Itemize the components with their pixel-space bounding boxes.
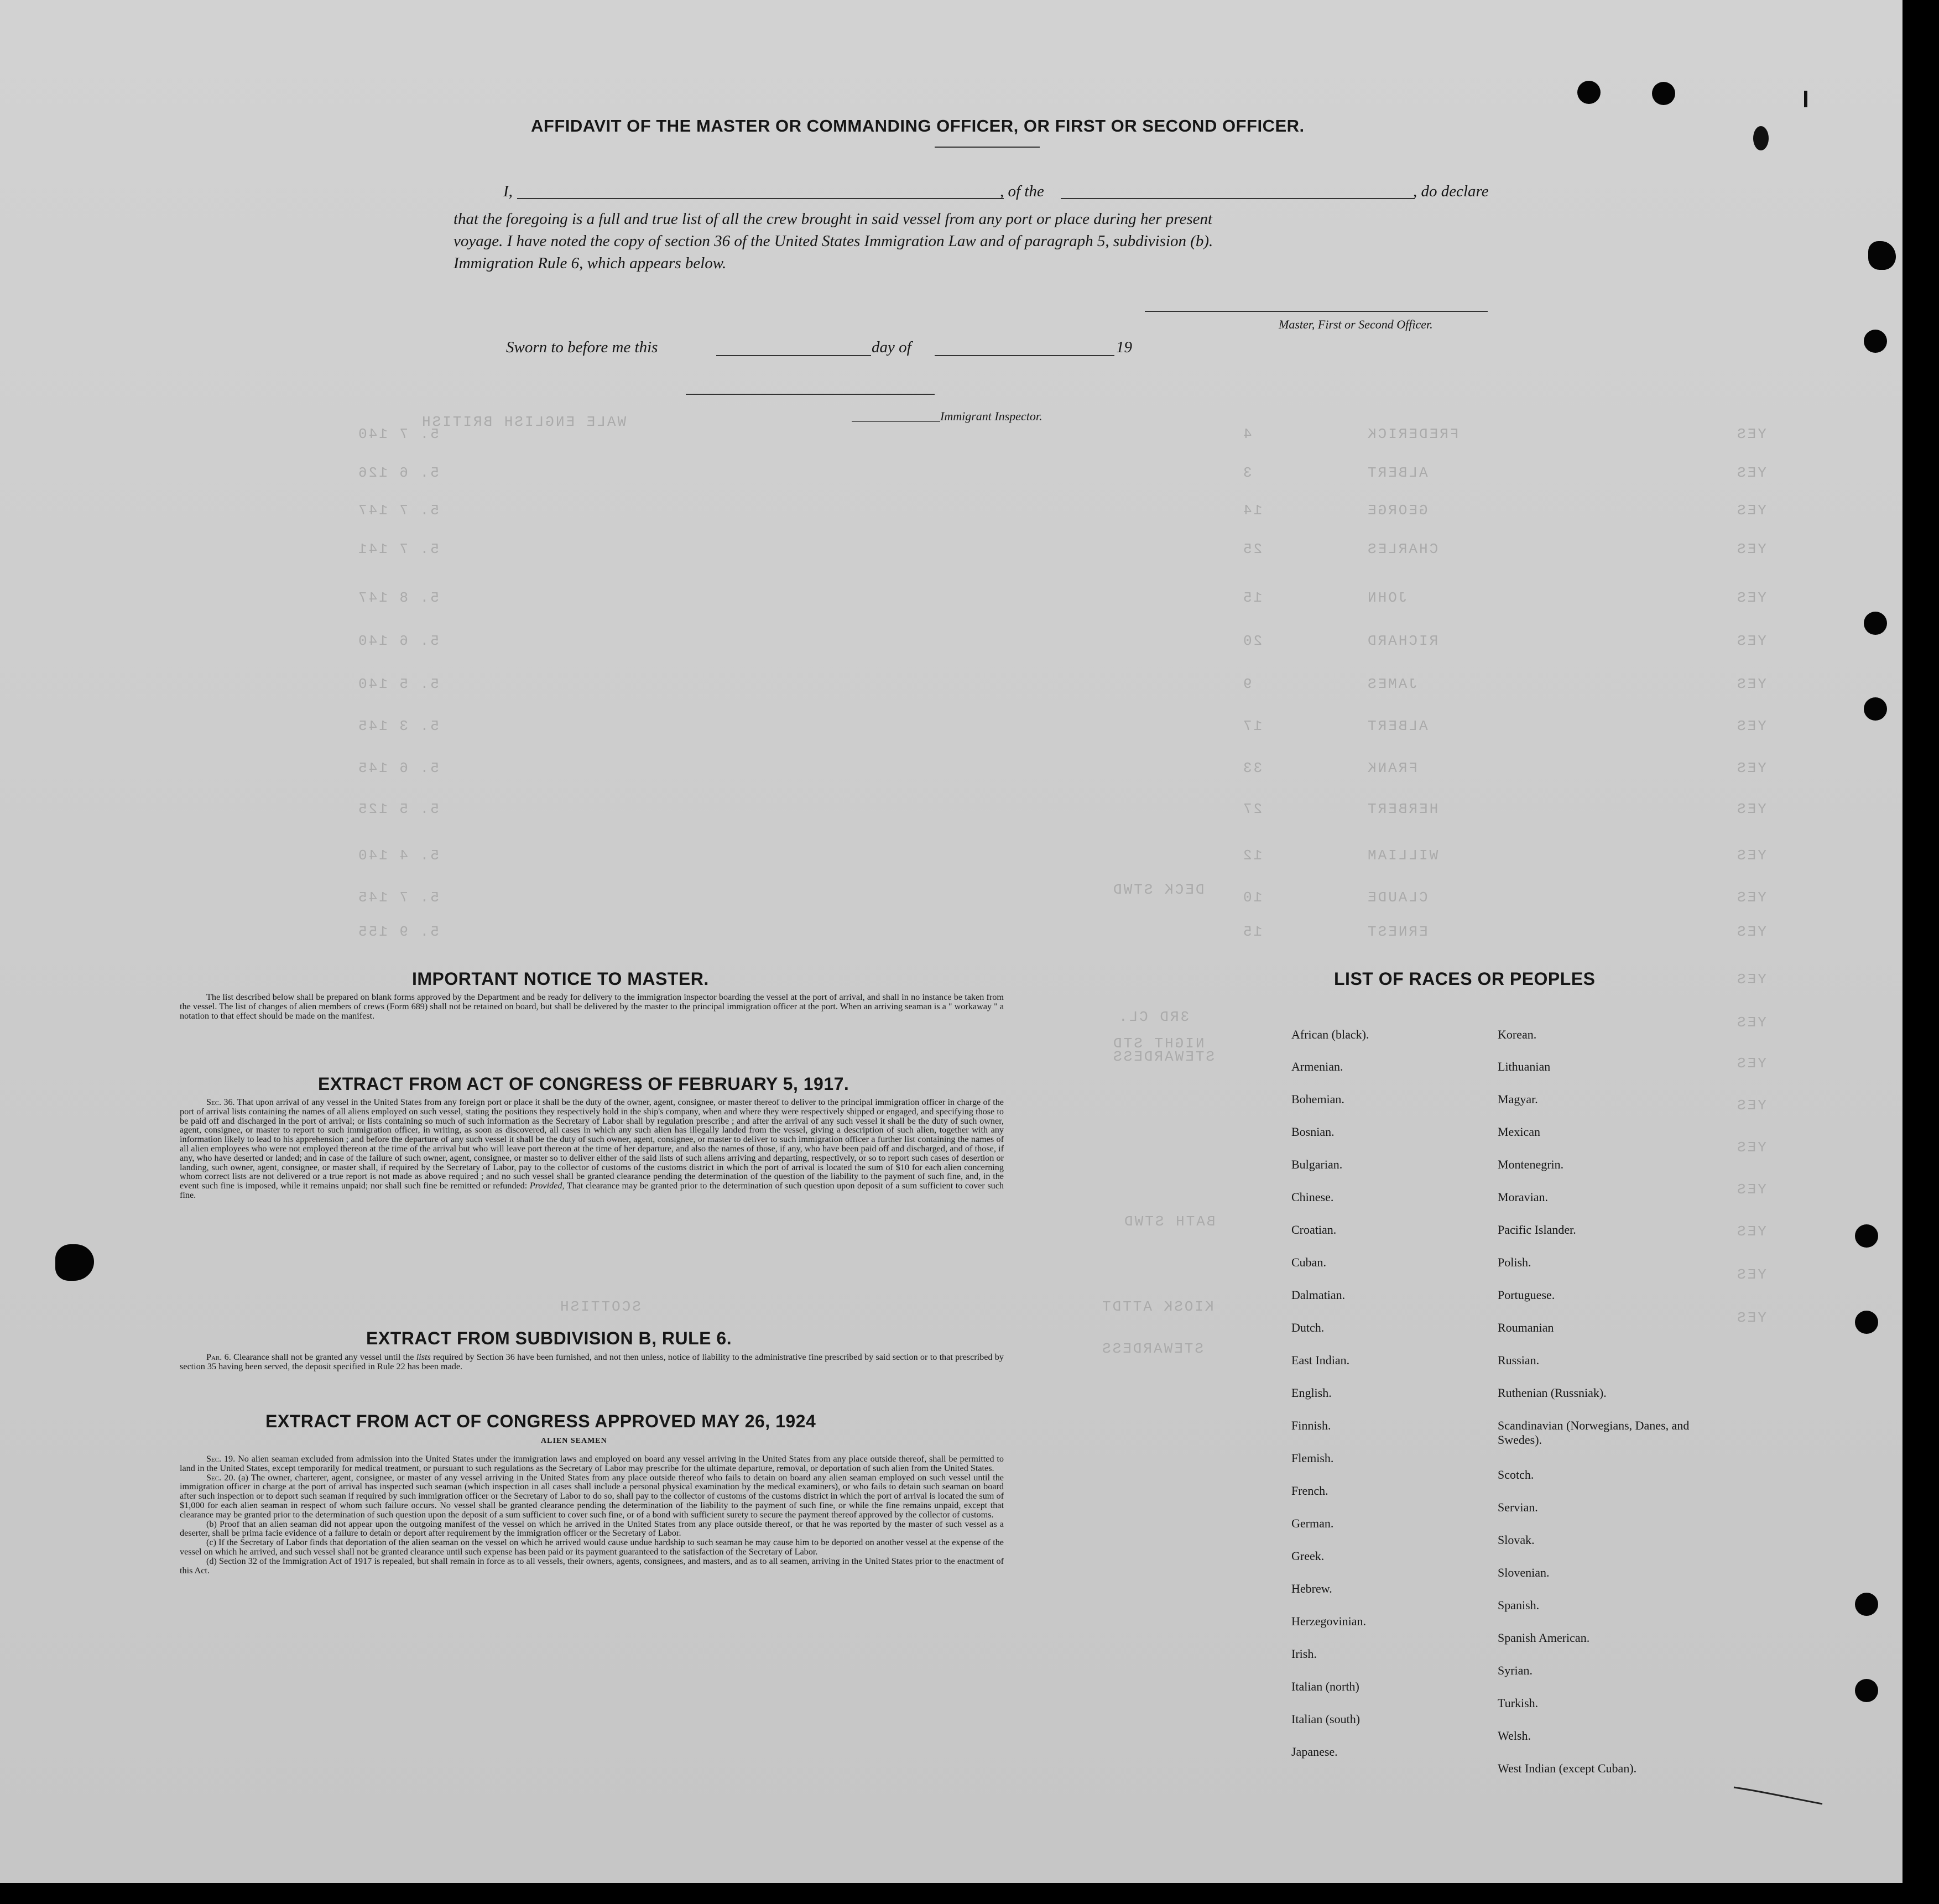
bleed-text: YES [1735, 1097, 1766, 1114]
bleed-text: 9 [1242, 676, 1252, 692]
punch-hole [1864, 612, 1887, 635]
bleed-text: ERNEST [1366, 924, 1428, 940]
race-item: Italian (south) [1291, 1712, 1361, 1726]
bleed-text: YES [1735, 889, 1766, 906]
sworn-day-line[interactable] [716, 355, 871, 356]
notice-title: IMPORTANT NOTICE TO MASTER. [412, 969, 709, 989]
bleed-text: 5. 6 145 [357, 760, 439, 776]
extract-1924-subtitle: ALIEN SEAMEN [541, 1437, 607, 1445]
race-item: Bulgarian. [1291, 1157, 1343, 1171]
bleed-text: 27 [1242, 801, 1263, 817]
signature-label: Master, First or Second Officer. [1279, 317, 1433, 331]
bleed-text: YES [1735, 676, 1766, 692]
bleed-text: STEWARDESS [1101, 1340, 1204, 1357]
punch-hole [1864, 330, 1887, 353]
rule6-text-b: required by Section 36 have been furnished, and not then unless, notice of liability to the administrative fine prescribed by said section or to that prescribed by section 35 having been served, the deposit specified in Rule 22 has been made. [180, 1352, 1004, 1371]
bleed-text: 4 [1242, 426, 1252, 442]
bleed-text: 33 [1242, 760, 1263, 776]
bleed-text: 5. 7 141 [357, 541, 439, 557]
bleed-text: YES [1735, 541, 1766, 557]
bleed-text: 5. 3 145 [357, 718, 439, 734]
bleed-text: 3 [1242, 465, 1252, 481]
bleed-text: DECK STWD [1112, 881, 1205, 898]
race-item: Montenegrin. [1498, 1157, 1564, 1171]
bleed-text: 12 [1242, 847, 1263, 864]
bleed-text: JAMES [1366, 676, 1418, 692]
race-item: Finnish. [1291, 1418, 1331, 1432]
section-text: That upon arrival of any vessel in the United States from any foreign port or place it shall be the duty of the owner, agent, consignee, or master thereof to deliver to the principal immigration officer in charge of the port of arrival lists containing the names of all aliens employed on such vessel, stating the positions they respectively hold in the ship's company, when and where they were respectively shipped or engaged, and specifying those to be paid off and discharged in the port of arrival; or lists containing so much of such information as the Secretary of Labor shall by regulation prescribe ; and after the arrival of any such vessel it shall be the duty of such owner, agent, consignee, or master to report to such immigration officer, in writing, as soon as discovered, all cases in which any such alien has illegally landed from the vessel, giving a description of such alien, together with any information likely to lead to his apprehension ; and before the departure of any such vessel it shall be the duty of such owner, agent, consignee, or master to deliver to such immigration officer a further list containing the names of all alien employees who were not employed thereon at the time of the arrival but who will leave port thereon at the time of her departure, and also the names of those, if any, who have been paid off and discharged, and of those, if any, who have deserted or landed; and in case of the failure of such owner, agent, consignee, or master so to deliver either of the said lists of such aliens arriving and departing, respectively, or so to report such cases of desertion or landing, such owner, agent, consignee, or master shall, if required by the Secretary of Labor, pay to the collector of customs of the customs district in which the port of arrival is located the sum of $10 for each alien concerning whom correct lists are not delivered or a true report is not made as above required ; and no such vessel shall be granted clearance pending the determination of the question of the liability to the payment of such fine, and, in the event such fine is imposed, while it remains unpaid; nor shall such fine be remitted or refunded: [180, 1097, 1004, 1191]
race-item: French. [1291, 1484, 1328, 1498]
do-declare-label: , do declare [1413, 182, 1489, 200]
race-item: Portuguese. [1498, 1288, 1555, 1302]
race-item: Slovak. [1498, 1533, 1535, 1547]
race-item: Magyar. [1498, 1092, 1538, 1106]
bleed-text: 5. 6 140 [357, 633, 439, 649]
race-item: Spanish. [1498, 1598, 1540, 1612]
bleed-text: 5. 6 126 [357, 465, 439, 481]
bleed-text: YES [1735, 590, 1766, 606]
race-item: Herzegovinian. [1291, 1614, 1366, 1628]
race-item: Bosnian. [1291, 1125, 1335, 1139]
bleed-text: YES [1735, 971, 1766, 988]
bleed-text: ALBERT [1366, 465, 1428, 481]
bleed-text: SCOTTISH [559, 1298, 641, 1315]
race-item: Spanish American. [1498, 1631, 1590, 1645]
race-item: Croatian. [1291, 1223, 1337, 1237]
bleed-text: 15 [1242, 590, 1263, 606]
bleed-text: HERBERT [1366, 801, 1438, 817]
affidavit-title: AFFIDAVIT OF THE MASTER OR COMMANDING OFFICER, OR FIRST OR SECOND OFFICER. [531, 116, 1305, 135]
paragraph-label: Par. 6. [206, 1352, 231, 1362]
sec19-label: Sec. 19. [206, 1454, 236, 1464]
race-item: Roumanian [1498, 1321, 1554, 1334]
race-item: German. [1291, 1516, 1334, 1530]
race-item: Lithuanian [1498, 1060, 1551, 1073]
bleed-text: YES [1735, 1223, 1766, 1240]
punch-hole [1855, 1224, 1878, 1248]
binding-tab-notch [1868, 241, 1896, 270]
section-text-end: That clearance may be granted prior to the determination of such question upon deposit of a sum sufficient to cover such fine. [180, 1181, 1004, 1200]
race-item: Flemish. [1291, 1451, 1334, 1465]
notice-text: The list described below shall be prepared on blank forms approved by the Department and be ready for delivery to the immigration inspector boarding the vessel at the port of arrival, and shall in no instance be taken from the vessel. The list of changes of alien members of crews (Form 689) shall not be retained on board, but shall be delivered by the master to the principal immigration officer at the port. When an arriving seaman is a " workaway " a notation to that effect should be made on the manifest. [180, 992, 1004, 1021]
bleed-text: YES [1735, 718, 1766, 734]
bleed-text: YES [1735, 1014, 1766, 1031]
pen-mark [1804, 91, 1807, 107]
affidavit-body-line: that the foregoing is a full and true list of all the crew brought in said vessel from any port or place during her present [454, 210, 1213, 228]
race-item: Dalmatian. [1291, 1288, 1346, 1302]
signature-line[interactable] [1145, 311, 1488, 312]
rule6-text-a: Clearance shall not be granted any vessel until the [233, 1352, 414, 1362]
pen-stroke-mark [1731, 1775, 1825, 1808]
sworn-label: Sworn to before me this [506, 338, 658, 356]
year-prefix: 19 [1116, 338, 1132, 356]
bleed-text: KIOSK ATTDT [1101, 1298, 1214, 1315]
punch-hole [1855, 1593, 1878, 1616]
race-item: Scandinavian (Norwegians, Danes, and Swedes). [1498, 1418, 1690, 1447]
bleed-text: 17 [1242, 718, 1263, 734]
race-item: Welsh. [1498, 1729, 1531, 1743]
section-label: Sec. 36. [206, 1097, 235, 1107]
provided-word: Provided, [529, 1181, 565, 1191]
sec20a-paragraph [180, 1473, 1004, 1520]
sec20c-paragraph: (c) If the Secretary of Labor finds that deportation of the alien seaman on the vessel on which he arrived would cause undue hardship to such seaman he may cause him to be deported on another vessel at the expense of the vessel on which he arrived, and such vessel shall not be granted clearance until such expense has been paid or its payment guaranteed to the satisfaction of the Secretary of Labor. [180, 1537, 1004, 1557]
bleed-text: STEWARDESS [1112, 1048, 1215, 1065]
bleed-text: NIGHT STD [1112, 1035, 1205, 1052]
race-item: Mexican [1498, 1125, 1540, 1139]
bleed-text: CLAUDE [1366, 889, 1428, 906]
bleed-text: FREDERICK [1366, 426, 1459, 442]
inspector-label: Immigrant Inspector. [940, 409, 1043, 423]
extract-1924-body [180, 1454, 1004, 1575]
bleed-text: 3RD CL. [1117, 1009, 1190, 1025]
race-item: West Indian (except Cuban). [1498, 1761, 1637, 1775]
race-item: Chinese. [1291, 1190, 1334, 1204]
race-item: Japanese. [1291, 1745, 1338, 1759]
bleed-text: 5. 5 125 [357, 801, 439, 817]
affidavit-body-line: voyage. I have noted the copy of section 36 of the United States Immigration Law and of paragraph 5, subdivision (b). [454, 232, 1213, 250]
inspector-signature-line[interactable] [686, 394, 935, 395]
race-item: Ruthenian (Russniak). [1498, 1386, 1607, 1400]
lists-word: lists [416, 1352, 431, 1362]
sec20a-text: (a) The owner, charterer, agent, consignee, or master of any vessel arriving in the United States from any place outside thereof who fails to detain on board any alien seaman employed on such vessel until the immigration officer in charge at the port of arrival has inspected such seaman (which inspection in all cases shall include a personal physical examination by the medical examiners), or who fails to detain such seaman on board after such inspection or to deport such seaman if required by such immigration officer or the Secretary of Labor to do so, shall pay to the collector of customs of the customs district in which the port of arrival is located the sum of $1,000 for each alien seaman in respect of whom such failure occurs. No vessel shall be granted clearance pending the determination of the liability to the payment of such fine, or while the fine remains unpaid, except that clearance may be granted prior to the determination of such question upon the deposit of a sum sufficient to cover such fine, or of a bond with sufficient surety to secure the payment thereof approved by the collector of customs. [180, 1472, 1004, 1520]
bleed-text: JOHN [1366, 590, 1408, 606]
punch-hole [1855, 1311, 1878, 1334]
punch-hole [1577, 81, 1601, 104]
bleed-text: YES [1735, 1266, 1766, 1283]
bleed-text: CHARLES [1366, 541, 1438, 557]
bleed-text: YES [1735, 760, 1766, 776]
bleed-text: YES [1735, 633, 1766, 649]
of-the-label: , of the [1000, 182, 1044, 200]
bleed-text: 14 [1242, 502, 1263, 519]
sec19-paragraph [180, 1454, 1004, 1473]
race-item: East Indian. [1291, 1353, 1350, 1367]
sec20d-paragraph: (d) Section 32 of the Immigration Act of 1917 is repealed, but shall remain in force as to all vessels, their owners, agents, consignees, and masters, and as to all seamen, arriving in the United States prior to the enactment of this Act. [180, 1556, 1004, 1576]
bleed-text: ALBERT [1366, 718, 1428, 734]
sec20b-paragraph: (b) Proof that an alien seaman did not appear upon the outgoing manifest of the vessel on which he arrived in the United States from any place outside thereof, or that he was reported by the master of such vessel as a deserter, shall be prima facie evidence of a failure to detain or deport after requirement by the immigration officer or the Secretary of Labor. [180, 1519, 1004, 1538]
race-item: Dutch. [1291, 1321, 1325, 1334]
bleed-text: 5. 5 140 [357, 676, 439, 692]
race-item: Bohemian. [1291, 1092, 1344, 1106]
extract-rule6-title: EXTRACT FROM SUBDIVISION B, RULE 6. [366, 1328, 732, 1348]
race-item: Greek. [1291, 1549, 1325, 1563]
bleed-text: GEORGE [1366, 502, 1428, 519]
bleed-text: YES [1735, 465, 1766, 481]
extract-rule6-text [180, 1353, 1004, 1371]
bleed-text: WILLIAM [1366, 847, 1438, 864]
affiant-label: I, [503, 182, 513, 200]
bleed-text: 5. 8 147 [357, 590, 439, 606]
bleed-text: YES [1735, 502, 1766, 519]
race-item: Pacific Islander. [1498, 1223, 1576, 1237]
affiant-name-line[interactable] [517, 198, 1004, 199]
extract-1924-title: EXTRACT FROM ACT OF CONGRESS APPROVED MAY 26, 1924 [265, 1411, 816, 1431]
bleed-text: YES [1735, 847, 1766, 864]
bleed-text: YES [1735, 426, 1766, 442]
bleed-text: BATH STWD [1123, 1213, 1216, 1230]
punch-hole [1855, 1679, 1878, 1702]
race-item: Italian (north) [1291, 1679, 1359, 1693]
extract-1917-text [180, 1098, 1004, 1200]
bleed-text: YES [1735, 1310, 1766, 1326]
bleed-text: 5. 7 145 [357, 889, 439, 906]
race-item: Slovenian. [1498, 1566, 1550, 1579]
bleed-text: YES [1735, 1139, 1766, 1156]
bleed-text: YES [1735, 1181, 1766, 1198]
sworn-month-line[interactable] [935, 355, 1114, 356]
race-item: Turkish. [1498, 1696, 1539, 1710]
race-item: English. [1291, 1386, 1332, 1400]
punch-hole [1652, 82, 1675, 105]
races-title: LIST OF RACES OR PEOPLES [1334, 969, 1596, 989]
race-item: Moravian. [1498, 1190, 1549, 1204]
race-item: Cuban. [1291, 1255, 1326, 1269]
race-item: Polish. [1498, 1255, 1531, 1269]
bleed-text: WALE ENGLISH BRITISH [420, 414, 627, 430]
sec19-text: No alien seaman excluded from admission into the United States under the immigration laws and employed on board any vessel arriving in the United States from any place outside thereof, shall be permitted to land in the United States, except temporarily for medical treatment, or pursuant to such regulations as the Secretary of Labor may prescribe for the ultimate departure, removal, or deportation of such alien from the United States. [180, 1454, 1004, 1473]
race-item: Irish. [1291, 1647, 1317, 1661]
race-item: African (black). [1291, 1027, 1369, 1041]
bleed-text: 15 [1242, 924, 1263, 940]
ink-blot [1753, 126, 1769, 150]
race-item: Syrian. [1498, 1663, 1533, 1677]
day-of-label: day of [872, 338, 911, 356]
sec20-label: Sec. 20. [206, 1472, 236, 1483]
bleed-text: 5. 7 147 [357, 502, 439, 519]
race-item: Scotch. [1498, 1468, 1534, 1482]
bleed-text: FRANK [1366, 760, 1418, 776]
bleed-text: 25 [1242, 541, 1263, 557]
bleed-text: 20 [1242, 633, 1263, 649]
affidavit-body-line: Immigration Rule 6, which appears below. [454, 254, 727, 272]
bleed-text: 10 [1242, 889, 1263, 906]
inspector-line-tail [852, 421, 940, 422]
ink-blot [55, 1244, 94, 1281]
title-rule [935, 147, 1040, 148]
vessel-name-line[interactable] [1061, 198, 1415, 199]
punch-hole [1864, 697, 1887, 721]
race-item: Russian. [1498, 1353, 1540, 1367]
bleed-text: 5. 9 155 [357, 924, 439, 940]
bleed-text: YES [1735, 801, 1766, 817]
race-item: Armenian. [1291, 1060, 1343, 1073]
race-item: Korean. [1498, 1027, 1537, 1041]
bleed-text: YES [1735, 924, 1766, 940]
bleed-text: 5. 4 140 [357, 847, 439, 864]
bleed-text: YES [1735, 1055, 1766, 1072]
race-item: Servian. [1498, 1500, 1538, 1514]
bleed-text: 5. 7 140 [357, 426, 439, 442]
extract-1917-title: EXTRACT FROM ACT OF CONGRESS OF FEBRUARY 5, 1917. [318, 1074, 849, 1094]
race-item: Hebrew. [1291, 1582, 1332, 1595]
bleed-text: RICHARD [1366, 633, 1438, 649]
